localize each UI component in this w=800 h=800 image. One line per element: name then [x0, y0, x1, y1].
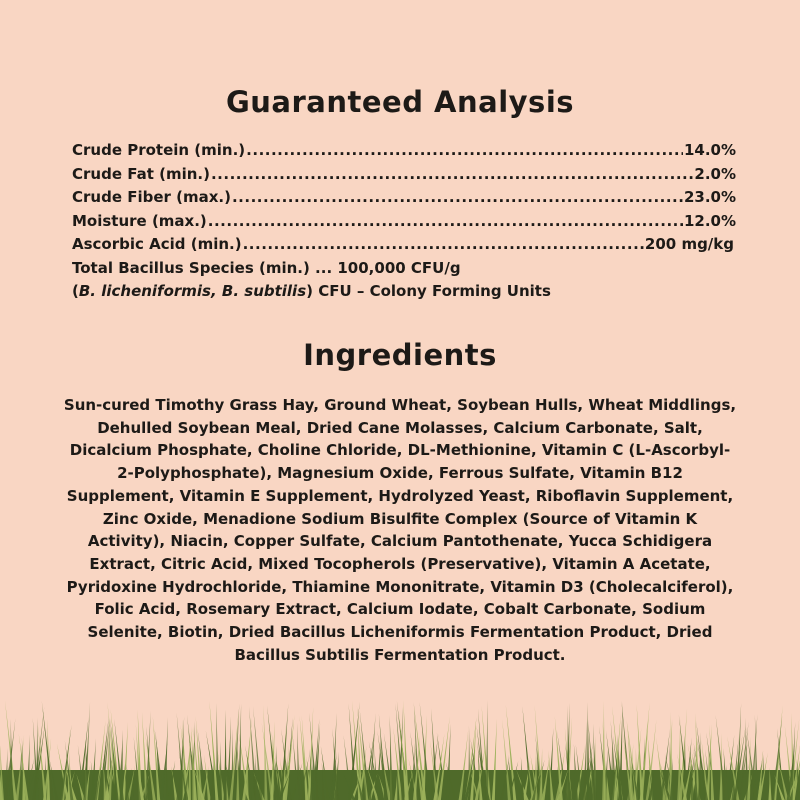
analysis-value: 14.0% [683, 141, 736, 159]
analysis-value: 23.0% [683, 188, 736, 206]
guaranteed-analysis-table [72, 139, 736, 304]
analysis-row-moisture [72, 210, 736, 234]
cfu-species: B. licheniformis, B. subtilis [78, 282, 307, 300]
leader-dots [246, 139, 683, 163]
analysis-label: Ascorbic Acid (min.) [72, 235, 242, 253]
leader-dots [208, 210, 683, 234]
analysis-label: Moisture (max.) [72, 211, 207, 230]
analysis-row-crude-protein [72, 139, 736, 163]
analysis-row-cfu-note [72, 280, 736, 304]
leader-dots [243, 233, 644, 257]
guaranteed-analysis-title: Guaranteed Analysis [225, 85, 575, 119]
grass-image [0, 700, 800, 800]
analysis-label: Crude Protein (min.) [72, 141, 246, 159]
analysis-label: Crude Fat (min.) [72, 164, 210, 183]
analysis-row-ascorbic-acid [72, 233, 734, 257]
analysis-value: 12.0% [683, 211, 736, 230]
analysis-row-crude-fiber [72, 186, 736, 210]
ingredients-title: Ingredients [303, 338, 497, 372]
ingredients-list: Sun-cured Timothy Grass Hay, Ground Wheat, Soybean Hulls, Wheat Middlings, Dehulled Soybean Meal, Dried Cane Molasses, Calcium Carbonate, Salt, Dicalcium Phosphate, Choline Chloride, DL-Methionine, Vitamin C (L-Ascorbyl-2-Polyphosphate), Magnesium Oxide, Ferrous Sulfate, Vitamin B12 Supplement, Vitamin E Supplement, Hydrolyzed Yeast, Riboflavin Supplement, Zinc Oxide, Menadione Sodium Bisulfite Complex (Source of Vitamin K Activity), Niacin, Copper Sulfate, Calcium Pantothenate, Yucca Schidigera Extract, Citric Acid, Mixed Tocopherols (Preservative), Vitamin A Acetate, Pyridoxine Hydrochloride, Thiamine Mononitrate, Vitamin D3 (Cholecalciferol), Folic Acid, Rosemary Extract, Calcium Iodate, Cobalt Carbonate, Sodium Selenite, Biotin, Dried Bacillus Licheniformis Fermentation Product, Dried Bacillus Subtilis Fermentation Product. [63, 396, 737, 664]
analysis-value: 200 mg/kg [644, 235, 734, 253]
leader-dots [232, 186, 683, 210]
analysis-row-bacillus: Total Bacillus Species (min.) ... 100,000 CFU/g [72, 258, 461, 277]
leader-dots [211, 163, 693, 187]
cfu-open-paren: ( [72, 282, 79, 300]
cfu-definition: ) CFU – Colony Forming Units [306, 282, 551, 300]
analysis-row-crude-fat [72, 163, 736, 187]
analysis-label: Crude Fiber (max.) [72, 188, 231, 206]
analysis-value: 2.0% [694, 164, 736, 183]
